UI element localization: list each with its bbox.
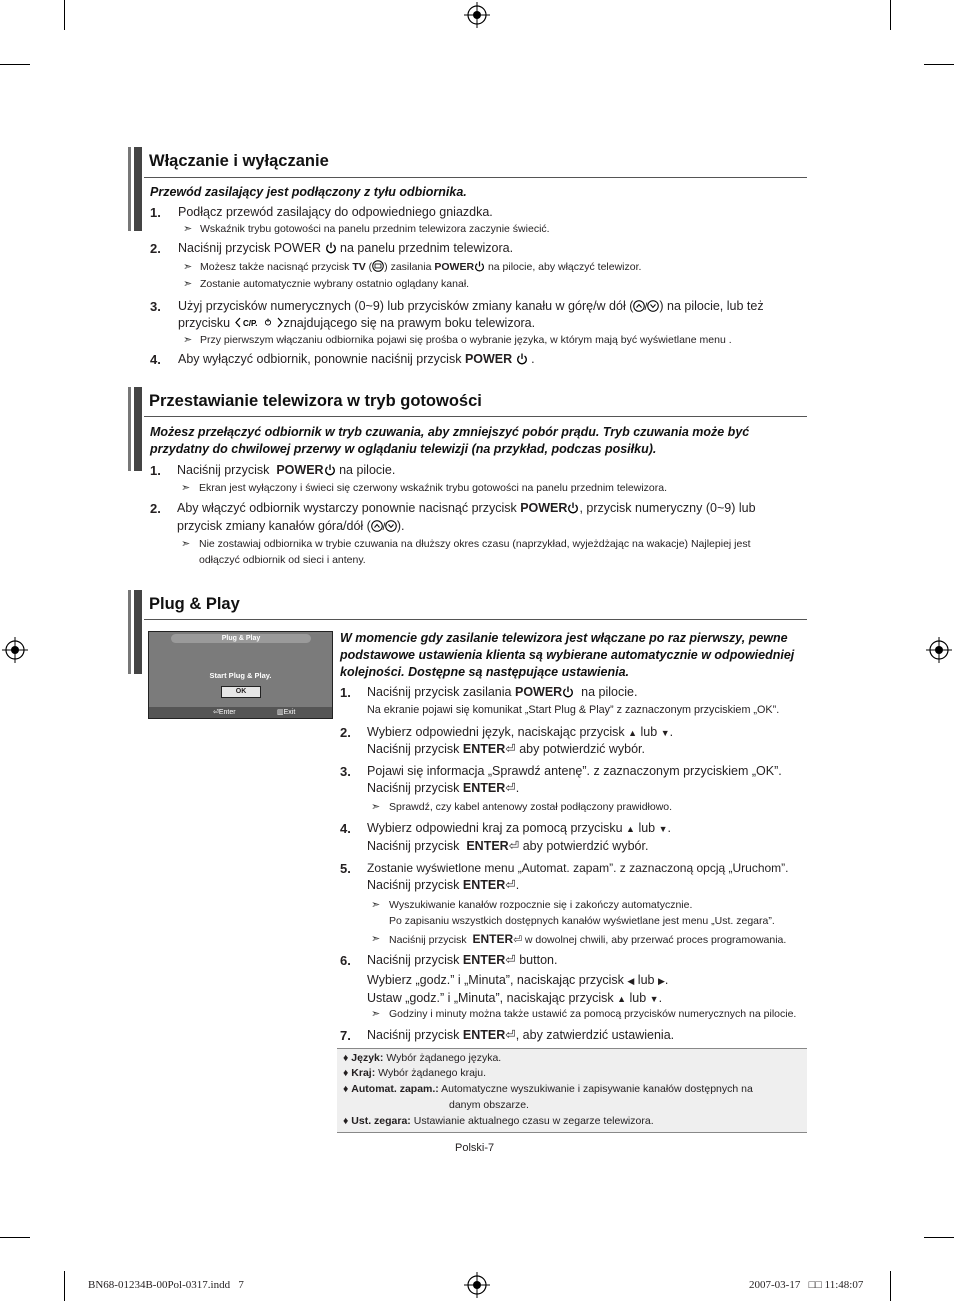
bullet-icon: ♦	[343, 1115, 349, 1127]
enter-icon: ⏎	[505, 742, 516, 756]
exit-icon: ▥	[277, 709, 284, 716]
step-text-part: .	[515, 781, 520, 795]
step-text-part: Użyj przycisków numerycznych (0~9) lub przycisków zmiany kanału w górę/w dół (	[178, 299, 634, 313]
step-text: Zostanie wyświetlone menu „Automat. zapam”. z zaznaczoną opcją „Uruchom”.	[367, 861, 789, 875]
step-text	[178, 298, 764, 316]
glossary-term: Automat. zapam.:	[351, 1083, 439, 1095]
section-title: Włączanie i wyłączanie	[149, 152, 329, 170]
step-text-part: Aby włączyć odbiornik wystarczy ponownie nacisnąć przycisk	[177, 501, 517, 515]
glossary-term: Kraj:	[351, 1067, 376, 1079]
page-number: Polski-7	[455, 1142, 495, 1154]
step-number: 1.	[150, 205, 161, 220]
step-text-part: na pilocie.	[339, 463, 396, 477]
step-text	[367, 952, 557, 970]
enter-icon: ⏎	[213, 709, 219, 716]
channel-up-down-icon	[633, 300, 659, 312]
step-text-part: lub	[638, 821, 656, 835]
bullet-icon: ♦	[343, 1067, 349, 1079]
enter-key-label: ENTER	[462, 742, 506, 756]
step-text-part: Naciśnij przycisk	[367, 781, 460, 795]
step-text-part: na panelu przednim telewizora.	[340, 241, 514, 255]
section-intro: kolejności. Dostępne są następujące ustawienia.	[340, 665, 629, 679]
crop-mark	[0, 1237, 30, 1238]
note-arrow-icon: ➣	[181, 482, 191, 494]
registration-mark-icon	[464, 2, 490, 28]
step-text	[367, 684, 637, 702]
step-text-part: .	[531, 352, 535, 366]
step-text-part: Naciśnij przycisk	[367, 878, 460, 892]
step-text-part: Ustaw „godz.” i „Minuta”, naciskając przycisk	[367, 991, 614, 1005]
glossary-item-continuation: danym obszarze.	[449, 1099, 529, 1111]
step-text-part: przycisk zmiany kanałów góra/dół (	[177, 519, 371, 533]
step-text	[367, 972, 668, 991]
step-number: 2.	[150, 501, 161, 516]
section-title: Plug & Play	[149, 595, 240, 613]
section-intro: przydatny do chwilowej przerwy w oglądaniu telewizji (na przykład, podczas posiłku).	[150, 442, 657, 456]
note-text: Godziny i minuty można także ustawić za pomocą przycisków numerycznych na pilocie.	[389, 1008, 797, 1020]
note-arrow-icon: ➣	[183, 334, 193, 346]
glossary-item	[343, 1051, 501, 1066]
section-intro: podstawowe ustawienia klienta są wybierane automatycznie w odpowiedniej	[340, 648, 795, 662]
osd-exit-hint	[277, 708, 295, 716]
note-text: Wskaźnik trybu gotowości na panelu przednim telewizora zaczynie świecić.	[200, 223, 550, 235]
step-text-part: button.	[519, 953, 558, 967]
up-arrow-icon: ▲	[617, 994, 627, 1004]
step-text-part: .	[669, 725, 674, 739]
crop-mark	[924, 1237, 954, 1238]
osd-footer-bar	[149, 707, 332, 718]
step-text-part: .	[658, 991, 663, 1005]
note-part: Naciśnij przycisk	[389, 934, 467, 946]
tv-key-label: TV	[352, 261, 366, 273]
crop-mark	[0, 64, 30, 65]
bullet-icon: ♦	[343, 1083, 349, 1095]
glossary-desc: Wybór żądanego języka.	[386, 1052, 502, 1064]
osd-ok-button: OK	[221, 686, 261, 698]
note-text: Sprawdź, czy kabel antenowy został podłączony prawidłowo.	[389, 801, 673, 813]
step-text	[367, 838, 648, 856]
note-arrow-icon: ➣	[371, 899, 381, 911]
section-rule	[144, 619, 807, 620]
down-arrow-icon: ▼	[660, 728, 670, 738]
step-text	[367, 741, 645, 759]
step-text: Pojawi się informacja „Sprawdź antenę”. z zaznaczonym przyciskiem „OK”.	[367, 764, 782, 778]
print-timestamp: 2007-03-17 □□ 11:48:07	[749, 1279, 864, 1291]
step-text: Podłącz przewód zasilający do odpowiedniego gniazdka.	[178, 205, 493, 219]
step-number: 5.	[340, 861, 351, 876]
glossary-box	[337, 1048, 807, 1133]
step-number: 7.	[340, 1028, 351, 1043]
osd-exit-label: Exit	[283, 709, 296, 716]
step-text	[178, 351, 535, 369]
note-text: Przy pierwszym włączaniu odbiornika pojawi się prośba o wybranie języka, w którym mają być wyświetlane menu .	[200, 334, 732, 346]
crop-mark	[890, 1271, 891, 1301]
channel-up-down-icon	[371, 520, 397, 532]
step-text-part: Aby wyłączyć odbiornik, ponownie naciśnij przycisk	[178, 352, 462, 366]
osd-screen-illustration	[148, 631, 333, 719]
note-part: w dowolnej chwili, aby przerwać proces programowania.	[524, 934, 787, 946]
step-text	[367, 820, 671, 839]
step-text-part: przycisku	[178, 316, 231, 330]
step-text-part: Naciśnij przycisk	[367, 839, 460, 853]
section-title: Przestawianie telewizora w tryb gotowości	[149, 392, 482, 410]
step-text-part: .	[664, 973, 669, 987]
note-arrow-icon: ➣	[183, 223, 193, 235]
section-accent-bar	[134, 590, 142, 674]
step-text-part: Naciśnij przycisk zasilania	[367, 685, 512, 699]
power-icon	[562, 686, 574, 698]
right-arrow-icon: ▶	[657, 976, 665, 986]
registration-mark-icon	[464, 1272, 490, 1298]
step-text	[367, 990, 662, 1009]
section-intro: W momencie gdy zasilanie telewizora jest włączane po raz pierwszy, pewne	[340, 631, 788, 645]
enter-icon: ⏎	[505, 953, 516, 967]
glossary-desc: Ustawianie aktualnego czasu w zegarze telewizora.	[413, 1115, 654, 1127]
step-number: 4.	[150, 352, 161, 367]
step-number: 4.	[340, 821, 351, 836]
step-text-part: , aby zatwierdzić ustawienia.	[515, 1028, 675, 1042]
note-text	[389, 932, 786, 948]
glossary-item	[343, 1114, 654, 1129]
glossary-item	[343, 1066, 486, 1081]
step-text	[177, 462, 395, 480]
svg-text:C/P.: C/P.	[242, 319, 258, 328]
registration-mark-icon	[2, 637, 28, 663]
crop-mark	[64, 1271, 65, 1301]
power-key-label: POWER	[514, 685, 563, 699]
note-text: Po zapisaniu wszystkich dostępnych kanałów wyświetlane jest menu „Ust. zegara”.	[389, 915, 775, 927]
crop-mark	[924, 64, 954, 65]
enter-key-label: ENTER	[466, 839, 509, 853]
power-key-label: POWER	[434, 261, 475, 273]
step-subtext: Na ekranie pojawi się komunikat „Start Plug & Play” z zaznaczonym przyciskiem „OK”.	[367, 704, 780, 716]
note-part: na pilocie, aby włączyć telewizor.	[487, 261, 642, 273]
step-text-part: Wybierz „godz.” i „Minuta”, naciskając przycisk	[367, 973, 624, 987]
step-text-part: Wybierz odpowiedni język, naciskając przycisk	[367, 725, 625, 739]
power-icon	[474, 261, 485, 272]
up-arrow-icon: ▲	[626, 824, 635, 834]
power-icon	[516, 353, 528, 365]
step-text-part: Wybierz odpowiedni kraj za pomocą przycisku	[367, 821, 623, 835]
glossary-term: Ust. zegara:	[351, 1115, 411, 1127]
registration-mark-icon	[926, 637, 952, 663]
note-text: Wyszukiwanie kanałów rozpocznie się i zakończy automatycznie.	[389, 899, 693, 911]
step-number: 2.	[150, 241, 161, 256]
note-arrow-icon: ➣	[181, 538, 191, 550]
osd-enter-label: Enter	[218, 709, 236, 716]
step-text-part: Naciśnij przycisk	[367, 953, 460, 967]
down-arrow-icon: ▼	[649, 994, 659, 1004]
step-number: 3.	[150, 299, 161, 314]
step-text-part: aby potwierdzić wybór.	[522, 839, 649, 853]
note-text: odłączyć odbiornik od sieci i anteny.	[199, 554, 366, 566]
enter-key-label: ENTER	[472, 932, 514, 946]
step-text	[367, 1027, 674, 1045]
step-number: 1.	[150, 463, 161, 478]
note-part: Możesz także nacisnąć przycisk	[200, 261, 350, 273]
glossary-item	[343, 1082, 753, 1097]
note-arrow-icon: ➣	[183, 261, 193, 273]
note-part: zasilania	[390, 261, 432, 273]
section-accent-bar	[128, 590, 131, 674]
file-name: BN68-01234B-00Pol-0317.indd 7	[88, 1279, 244, 1291]
osd-enter-hint	[213, 708, 236, 716]
section-accent-bar	[134, 387, 142, 471]
step-text-part: ) na pilocie, lub też	[659, 299, 764, 313]
step-text-part: .	[667, 821, 672, 835]
enter-key-label: ENTER	[462, 878, 506, 892]
section-intro: Możesz przełączyć odbiornik w tryb czuwania, aby zmniejszyć pobór prądu. Tryb czuwania może być	[150, 425, 750, 439]
step-text	[367, 877, 519, 895]
note-arrow-icon: ➣	[371, 933, 381, 945]
enter-icon: ⏎	[505, 781, 516, 795]
power-icon	[325, 242, 337, 254]
enter-key-label: ENTER	[462, 1028, 506, 1042]
step-number: 1.	[340, 685, 351, 700]
enter-icon: ⏎	[508, 839, 520, 853]
step-number: 6.	[340, 953, 351, 968]
osd-message: Start Plug & Play.	[209, 671, 272, 680]
section-accent-bar	[128, 147, 131, 231]
section-rule	[144, 177, 807, 178]
step-text-part: lub	[637, 973, 655, 987]
svg-text:/: /	[644, 302, 648, 312]
tv-button-icon	[372, 260, 384, 272]
power-key-label: POWER	[276, 463, 324, 477]
step-text-part: , przycisk numeryczny (0~9) lub	[579, 501, 756, 515]
step-text-part: .	[515, 878, 520, 892]
glossary-desc: Automatyczne wyszukiwanie i zapisywanie kanałów dostępnych na	[441, 1083, 753, 1095]
power-icon	[324, 464, 336, 476]
step-text-part: znajdującego się na prawym boku telewizora.	[283, 316, 536, 330]
step-text	[177, 518, 404, 536]
enter-icon: ⏎	[513, 934, 522, 946]
osd-title: Plug & Play	[171, 634, 311, 643]
step-text	[177, 500, 756, 518]
note-text: Zostanie automatycznie wybrany ostatnio oglądany kanał.	[200, 278, 470, 290]
glossary-term: Język:	[351, 1052, 384, 1064]
power-key-label: POWER	[464, 352, 513, 366]
glossary-desc: Wybór żądanego kraju.	[378, 1067, 487, 1079]
step-text-part: Naciśnij przycisk	[177, 463, 270, 477]
step-text	[178, 315, 535, 333]
step-text	[178, 240, 513, 258]
step-number: 2.	[340, 725, 351, 740]
crop-mark	[64, 0, 65, 30]
step-number: 3.	[340, 764, 351, 779]
enter-icon: ⏎	[505, 878, 516, 892]
note-text: Ekran jest wyłączony i świeci się czerwony wskaźnik trybu gotowości na panelu przednim telewizora.	[199, 482, 668, 494]
note-arrow-icon: ➣	[371, 1008, 381, 1020]
left-arrow-icon: ◀	[627, 976, 635, 986]
power-icon	[567, 502, 579, 514]
step-text	[367, 724, 673, 743]
step-text-part: aby potwierdzić wybór.	[519, 742, 645, 756]
crop-mark	[890, 0, 891, 30]
step-text-part: Naciśnij przycisk POWER	[178, 241, 322, 255]
up-arrow-icon: ▲	[628, 728, 638, 738]
section-accent-bar	[134, 147, 142, 231]
step-text-part: lub	[640, 725, 658, 739]
enter-icon: ⏎	[505, 1028, 516, 1042]
section-accent-bar	[128, 387, 131, 471]
note-arrow-icon: ➣	[183, 278, 193, 290]
step-text-part: na pilocie.	[581, 685, 638, 699]
note-arrow-icon: ➣	[371, 801, 381, 813]
step-text	[367, 780, 519, 798]
step-text-part: ).	[396, 519, 405, 533]
note-text: Możesz także nacisnąć przycisk TV ( ) zasilania POWER na pilocie, aby włączyć telewizor.	[200, 261, 642, 273]
section-rule	[144, 416, 807, 417]
channel-side-button-icon	[234, 316, 284, 329]
bullet-icon: ♦	[343, 1052, 349, 1064]
section-intro: Przewód zasilający jest podłączony z tyłu odbiornika.	[150, 185, 467, 199]
step-text-part: Naciśnij przycisk	[367, 1028, 460, 1042]
down-arrow-icon: ▼	[658, 824, 668, 834]
step-text-part: Naciśnij przycisk	[367, 742, 460, 756]
step-text-part: lub	[629, 991, 647, 1005]
note-text: Nie zostawiaj odbiornika w trybie czuwania na dłuższy okres czasu (naprzykład, wyjeżdżając na wakacje) Najlepiej jest	[199, 538, 751, 550]
enter-key-label: ENTER	[462, 781, 506, 795]
svg-text:/: /	[382, 522, 386, 532]
enter-key-label: ENTER	[462, 953, 506, 967]
power-key-label: POWER	[520, 501, 568, 515]
